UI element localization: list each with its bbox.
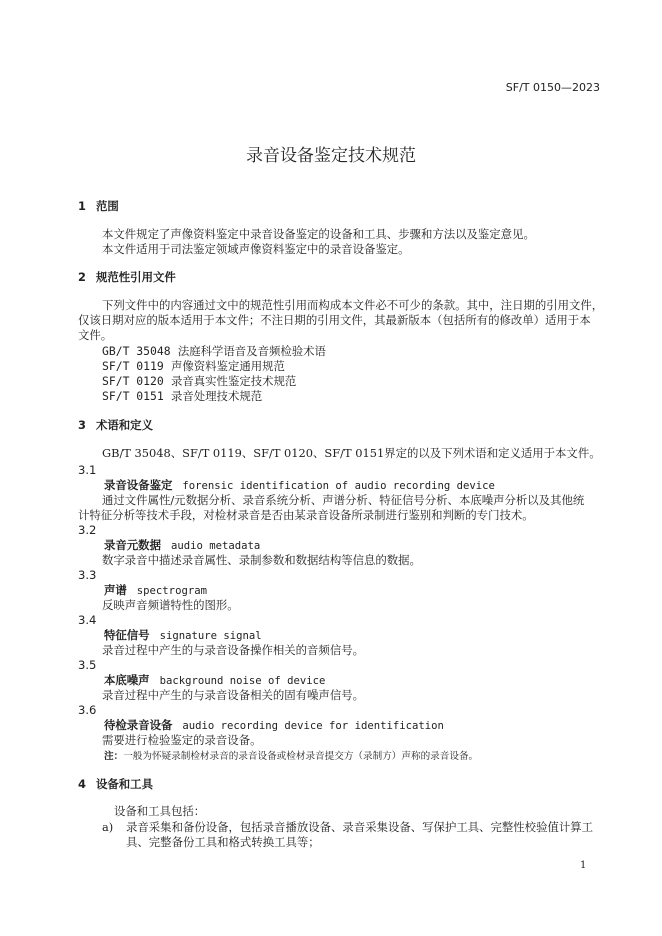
term-zh: 本底噪声: [104, 673, 150, 687]
paragraph-line: 仅该日期对应的版本适用于本文件；不注日期的引用文件，其最新版本（包括所有的修改单）适用于本: [78, 313, 591, 327]
reference-item: [102, 389, 262, 404]
term-definition-line: 通过文件属性/元数据分析、录音系统分析、声谱分析、特征信号分析、本底噪声分析以及其他统: [102, 493, 585, 507]
term-heading: [104, 583, 207, 599]
term-heading: [104, 538, 260, 554]
term-zh: 录音设备鉴定: [104, 478, 173, 492]
term-zh: 录音元数据: [104, 538, 161, 552]
list-item-marker: a): [102, 820, 114, 834]
paragraph: 设备和工具包括：: [114, 804, 206, 818]
list-item-line: 录音采集和备份设备，包括录音播放设备、录音采集设备、写保护工具、完整性校验值计算工: [126, 820, 594, 834]
section-number: 1: [78, 199, 86, 213]
section-1-heading: [78, 199, 119, 214]
term-number: 3.5: [78, 658, 97, 672]
term-definition-line: 需要进行检验鉴定的录音设备。: [102, 733, 262, 747]
section-title: 范围: [96, 199, 119, 213]
section-number: 3: [78, 418, 86, 432]
term-en: audio metadata: [170, 540, 261, 552]
term-en: signature signal: [159, 630, 262, 642]
note-label: 注：: [104, 751, 124, 762]
term-definition-line: 计特征分析等技术手段，对检材录音是否由某录音设备所录制进行鉴别和判断的专门技术。: [78, 508, 534, 522]
term-definition-line: 反映声音频谱特性的图形。: [102, 598, 239, 612]
paragraph: GB/T 35048、SF/T 0119、SF/T 0120、SF/T 0151界定的以及下列术语和定义适用于本文件。: [102, 446, 601, 460]
section-number: 4: [78, 777, 86, 791]
term-heading: [104, 478, 495, 494]
reference-name: 声像资料鉴定通用规范: [170, 359, 285, 373]
reference-code: SF/T 0119: [102, 359, 164, 373]
term-heading: [104, 628, 262, 644]
term-zh: 声谱: [104, 583, 127, 597]
reference-code: SF/T 0151: [102, 389, 164, 403]
term-en: spectrogram: [136, 585, 207, 597]
document-title: 录音设备鉴定技术规范: [246, 146, 416, 166]
paragraph: 本文件适用于司法鉴定领域声像资料鉴定中的录音设备鉴定。: [102, 242, 410, 256]
reference-code: GB/T 35048: [102, 344, 171, 358]
section-number: 2: [78, 270, 86, 284]
reference-name: 录音处理技术规范: [170, 389, 263, 403]
reference-item: [102, 359, 285, 374]
page-number: 1: [580, 860, 587, 871]
term-heading: [104, 718, 444, 734]
paragraph-line: 下列文件中的内容通过文中的规范性引用而构成本文件必不可少的条款。其中，注日期的引用文件，: [102, 298, 604, 312]
term-number: 3.6: [78, 703, 97, 717]
note-text: 一般为怀疑录制检材录音的录音设备或检材录音提交方（录制方）声称的录音设备。: [123, 751, 479, 762]
list-item-line: 具、完整备份工具和格式转换工具等；: [126, 835, 320, 849]
section-3-heading: [78, 418, 153, 433]
term-definition-line: 录音过程中产生的与录音设备操作相关的音频信号。: [102, 643, 364, 657]
term-en: forensic identification of audio recording device: [182, 480, 495, 492]
term-definition-line: 录音过程中产生的与录音设备相关的固有噪声信号。: [102, 688, 364, 702]
reference-item: [102, 374, 296, 389]
term-en: audio recording device for identification: [182, 720, 444, 732]
reference-code: SF/T 0120: [102, 374, 164, 388]
term-zh: 特征信号: [104, 628, 150, 642]
paragraph-line: 文件。: [78, 328, 113, 342]
section-4-heading: [78, 777, 153, 792]
term-heading: [104, 673, 325, 689]
section-title: 规范性引用文件: [96, 270, 176, 284]
term-en: background noise of device: [159, 675, 326, 687]
term-number: 3.1: [78, 463, 97, 477]
term-zh: 待检录音设备: [104, 718, 173, 732]
reference-name: 录音真实性鉴定技术规范: [170, 374, 297, 388]
document-number: SF/T 0150—2023: [505, 81, 600, 94]
section-2-heading: [78, 270, 176, 285]
section-title: 设备和工具: [96, 777, 153, 791]
term-number: 3.2: [78, 523, 97, 537]
term-note: [104, 749, 478, 764]
term-number: 3.4: [78, 613, 97, 627]
term-number: 3.3: [78, 568, 97, 582]
reference-name: 法庭科学语音及音频检验术语: [177, 344, 326, 358]
reference-item: [102, 344, 326, 359]
section-title: 术语和定义: [96, 418, 153, 432]
paragraph: 本文件规定了声像资料鉴定中录音设备鉴定的设备和工具、步骤和方法以及鉴定意见。: [102, 227, 535, 241]
term-definition-line: 数字录音中描述录音属性、录制参数和数据结构等信息的数据。: [102, 553, 421, 567]
